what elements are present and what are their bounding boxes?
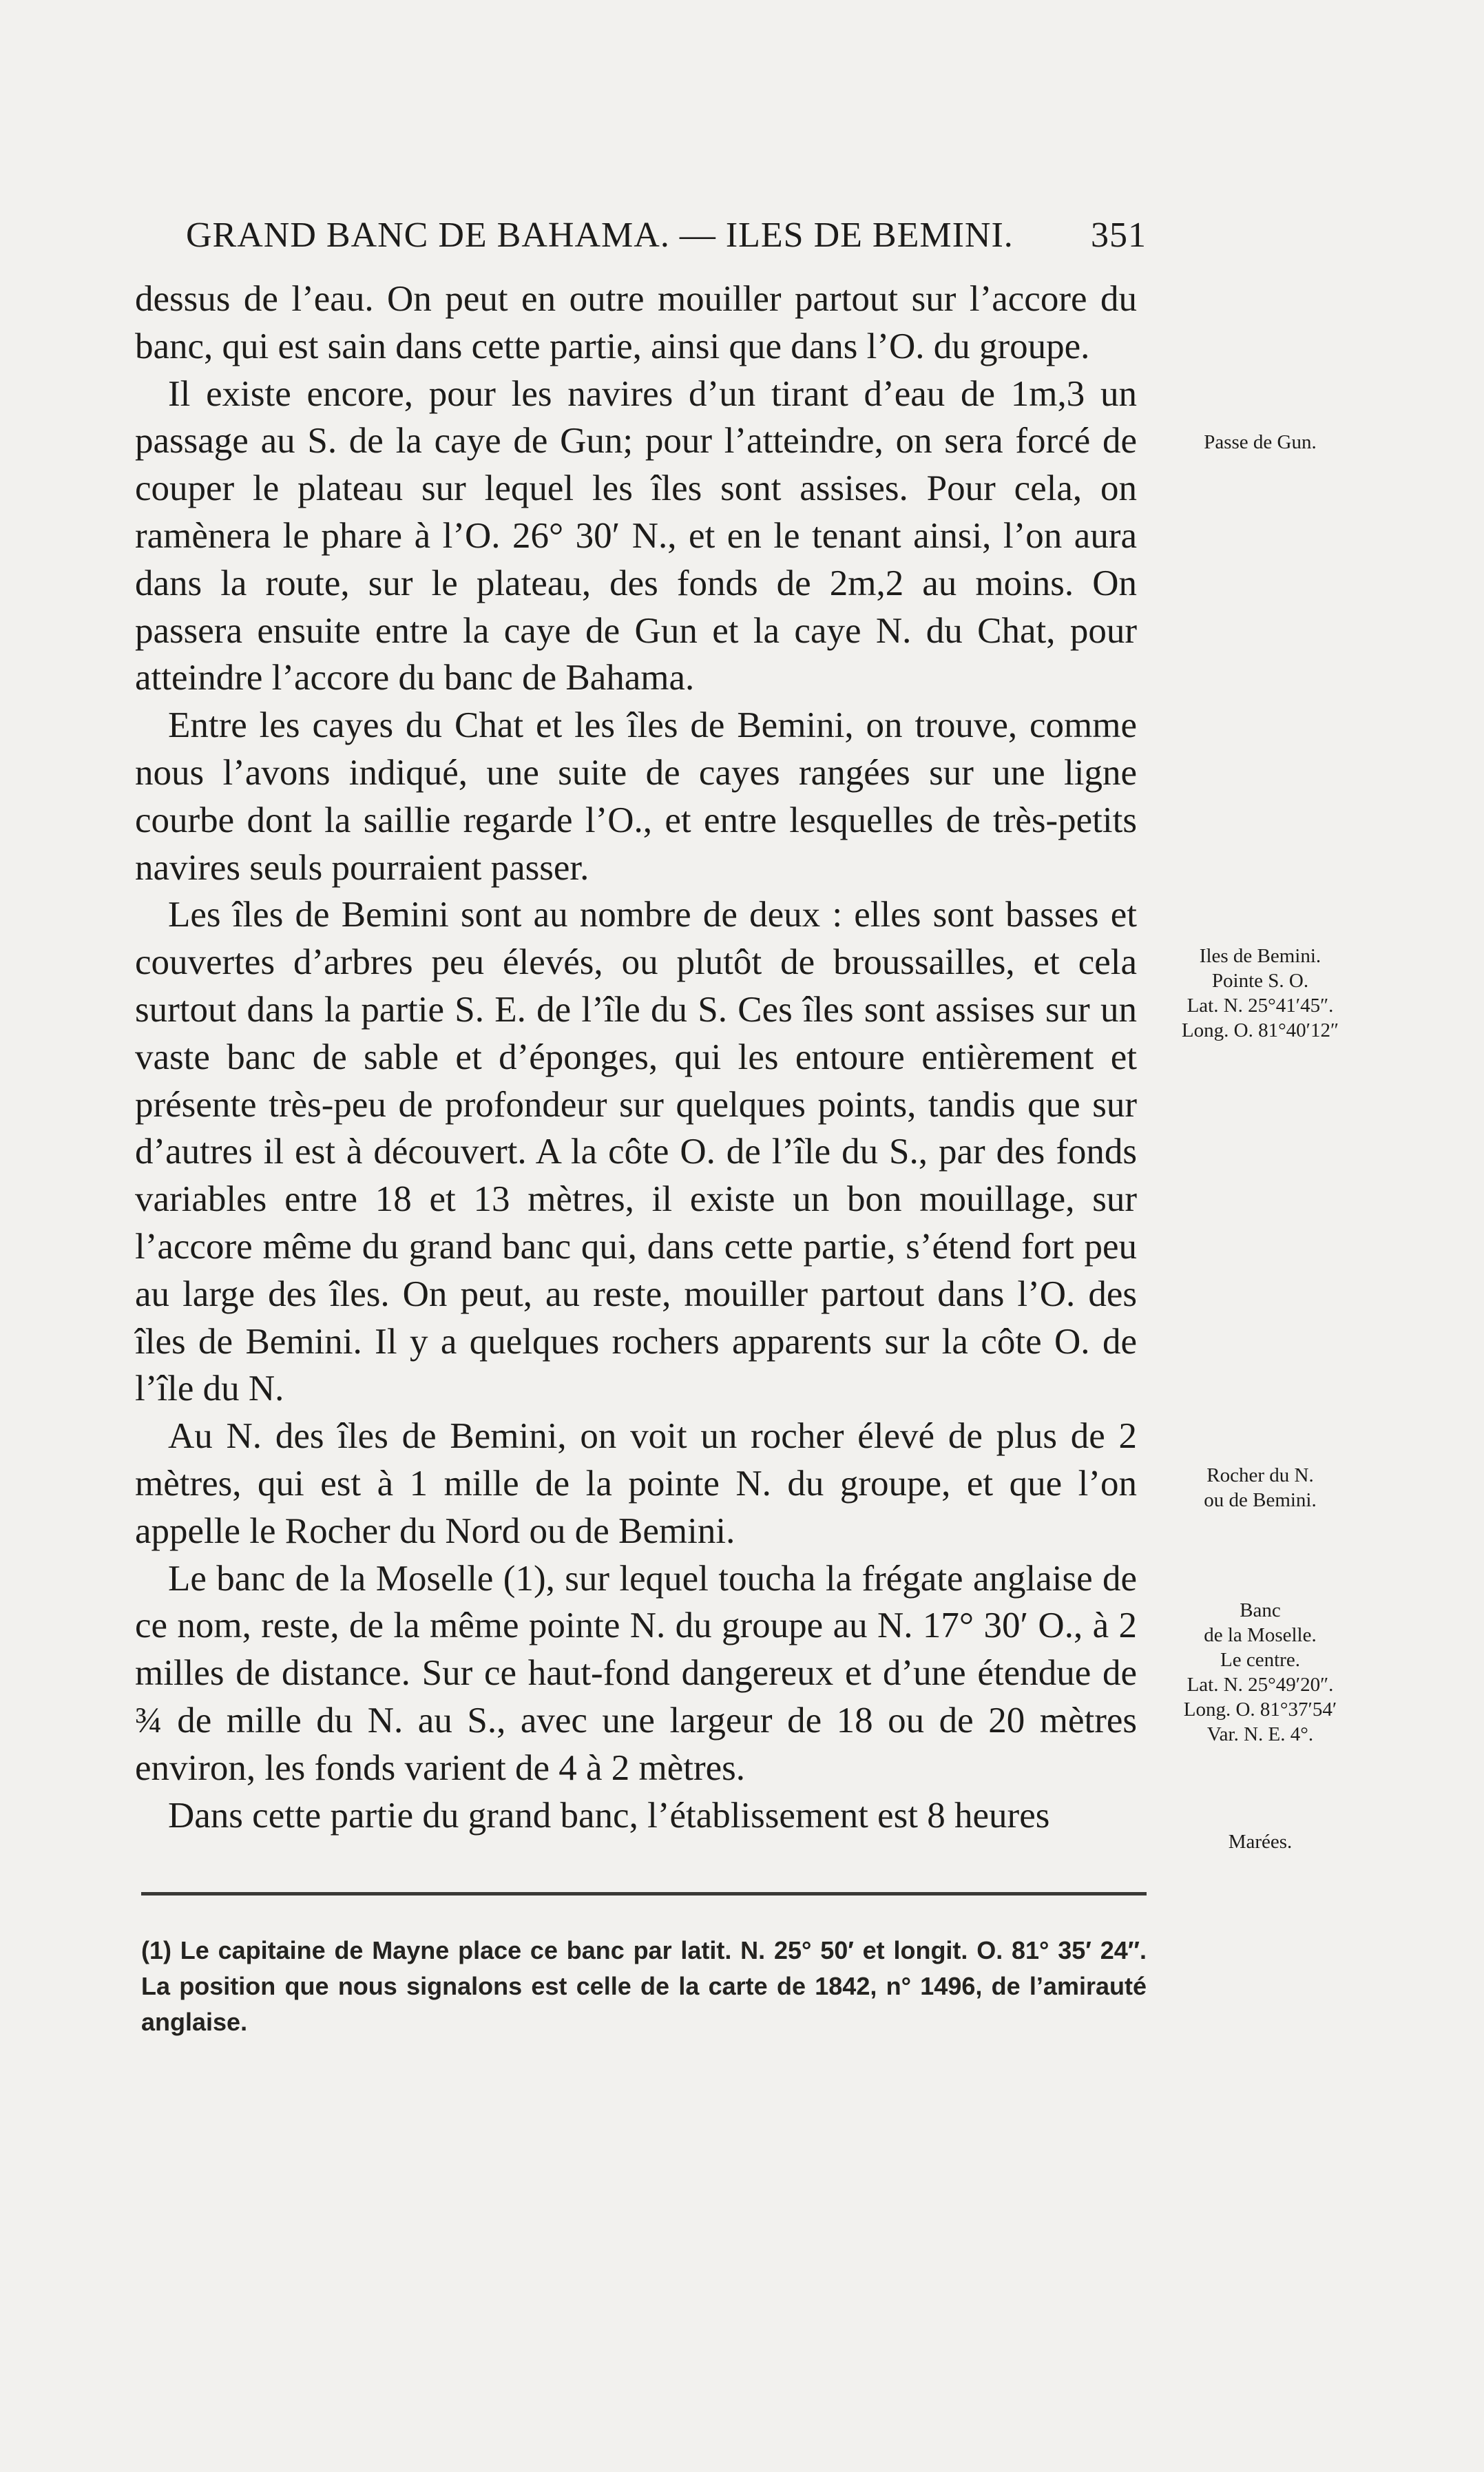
margin-note-line: Lat. N. 25°41′45″. [1187, 995, 1334, 1017]
margin-note-line: Banc [1240, 1599, 1281, 1621]
margin-note-banc-de-la-moselle [1157, 1598, 1363, 1747]
running-header [186, 215, 1147, 263]
footnote-text: (1) Le capitaine de Mayne place ce banc par latit. N. 25° 50′ et longit. O. 81° 35′ 24″. La position que nous signalons est celle de la carte de 1842, n° 1496, de l’amirauté anglaise. [141, 1936, 1147, 2036]
paragraph: Entre les cayes du Chat et les îles de Bemini, on trouve, comme nous l’avons indiqué, une suite de cayes rangées sur une ligne courbe dont la saillie regarde l’O., et entre lesquelles de très-petits navires seuls pourraient passer. [135, 705, 1137, 888]
margin-note-line: Long. O. 81°40′12″ [1181, 1019, 1339, 1041]
paragraph: dessus de l’eau. On peut en outre mouiller partout sur l’accore du banc, qui est sain dans cette partie, ainsi que dans l’O. du groupe. [135, 279, 1137, 366]
margin-note-iles-de-bemini [1157, 944, 1363, 1043]
paragraph: Il existe encore, pour les navires d’un tirant d’eau de 1m,3 un passage au S. de la caye de Gun; pour l’atteindre, on sera forcé de couper le plateau sur lequel les îles sont assises. Pour cela, on ramènera le phare à l’O. 26° 30′ N., et en le tenant ainsi, l’on aura dans la route, sur le plateau, des fonds de 2m,2 au moins. On passera ensuite entre la caye de Gun et la caye N. du Chat, pour atteindre l’accore du banc de Bahama. [135, 373, 1137, 698]
margin-note-passe-de-gun [1157, 430, 1363, 455]
paragraph: Au N. des îles de Bemini, on voit un rocher élevé de plus de 2 mètres, qui est à 1 mille de la pointe N. du groupe, et que l’on appelle le Rocher du Nord ou de Bemini. [135, 1416, 1137, 1551]
margin-note-line: Var. N. E. 4°. [1206, 1723, 1314, 1745]
page-number: 351 [1091, 216, 1147, 255]
margin-note-line: de la Moselle. [1204, 1624, 1317, 1646]
margin-note-line: Iles de Bemini. [1199, 945, 1321, 967]
footnote-rule [141, 1892, 1147, 1895]
margin-note-line: Pointe S. O. [1211, 970, 1309, 992]
margin-note-rocher-du-nord [1157, 1463, 1363, 1513]
running-title: GRAND BANC DE BAHAMA. — ILES DE BEMINI. [186, 216, 1014, 255]
main-text [135, 276, 1137, 1839]
paragraph: Le banc de la Moselle (1), sur lequel toucha la frégate anglaise de ce nom, reste, de la même pointe N. du groupe au N. 17° 30′ O., à 2 milles de distance. Sur ce haut-fond dangereux et d’une étendue de ¾ de mille du N. au S., avec une largeur de 18 ou de 20 mètres environ, les fonds varient de 4 à 2 mètres. [135, 1558, 1137, 1788]
margin-note-marees [1157, 1829, 1363, 1854]
margin-note-line: Le centre. [1220, 1649, 1300, 1671]
margin-note-line: Marées. [1228, 1831, 1293, 1853]
margin-note-line: ou de Bemini. [1204, 1489, 1317, 1511]
margin-note-line: Long. O. 81°37′54′ [1183, 1699, 1337, 1721]
margin-note-line: Passe de Gun. [1204, 431, 1317, 453]
margin-note-line: Rocher du N. [1206, 1464, 1314, 1486]
margin-note-line: Lat. N. 25°49′20″. [1187, 1674, 1334, 1696]
footnote [141, 1933, 1147, 2040]
paragraph: Les îles de Bemini sont au nombre de deux : elles sont basses et couvertes d’arbres peu élevés, ou plutôt de broussailles, et cela surtout dans la partie S. E. de l’île du S. Ces îles sont assises sur un vaste banc de sable et d’éponges, qui les entoure entièrement et présente très-peu de profondeur sur quelques points, tandis que sur d’autres il est à découvert. A la côte O. de l’île du S., par des fonds variables entre 18 et 13 mètres, il existe un bon mouillage, sur l’accore même du grand banc qui, dans cette partie, s’étend fort peu au large des îles. On peut, au reste, mouiller partout dans l’O. des îles de Bemini. Il y a quelques rochers apparents sur la côte O. de l’île du N. [135, 895, 1137, 1409]
paragraph: Dans cette partie du grand banc, l’établissement est 8 heures [168, 1795, 1050, 1836]
